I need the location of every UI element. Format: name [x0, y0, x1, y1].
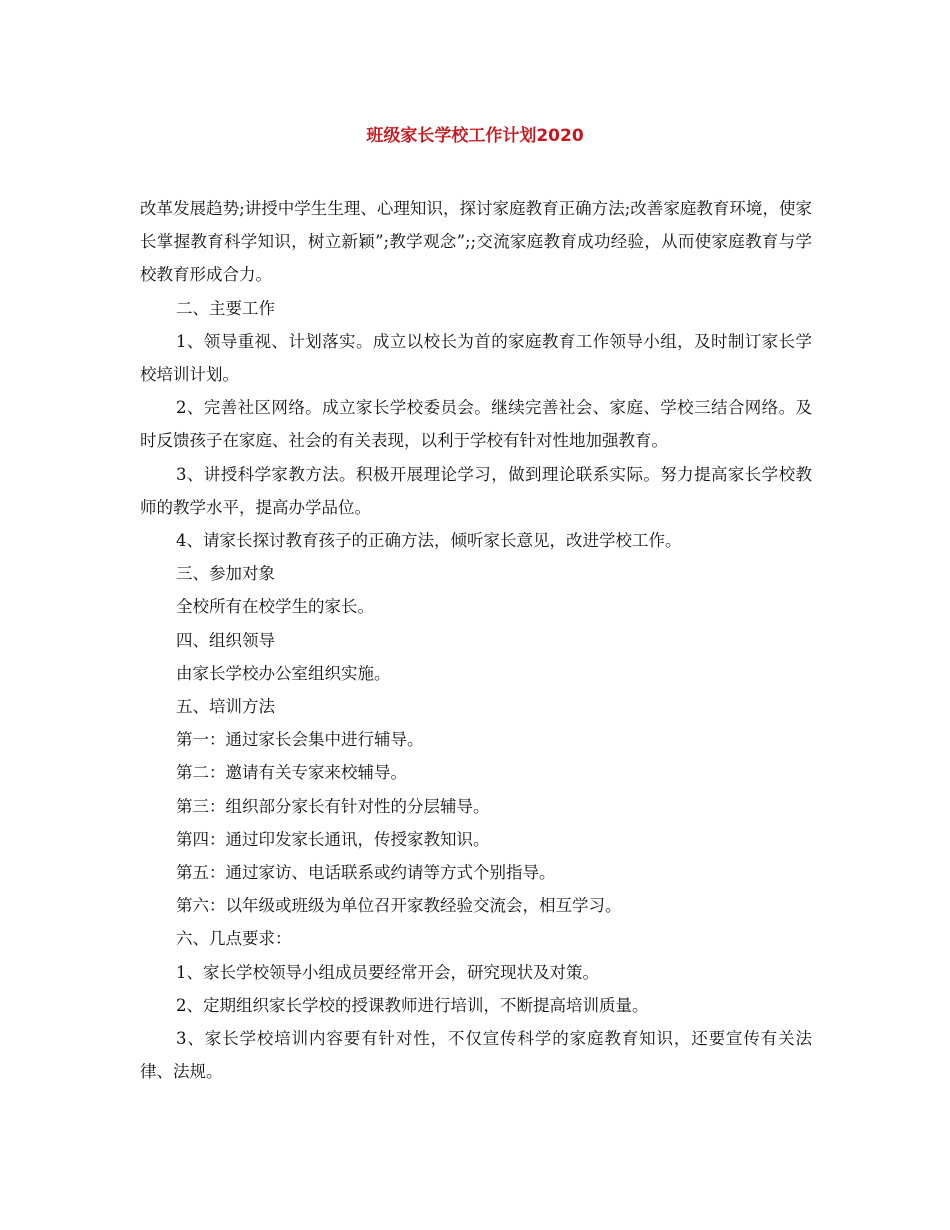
section-heading-main-work: 二、主要工作 [176, 298, 275, 318]
paragraph: 由家长学校办公室组织实施。 [176, 663, 391, 683]
list-item: 3、讲授科学家教方法。积极开展理论学习，做到理论联系实际。努力提高家长学校教师的教学水平，提高办学品位。 [140, 464, 812, 517]
list-item: 1、家长学校领导小组成员要经常开会，研究现状及对策。 [176, 962, 599, 982]
list-item: 3、家长学校培训内容要有针对性，不仅宣传科学的家庭教育知识，还要宣传有关法律、法规。 [140, 1029, 812, 1082]
list-item: 1、领导重视、计划落实。成立以校长为首的家庭教育工作领导小组，及时制订家长学校培训计划。 [140, 331, 812, 385]
list-item: 第一：通过家长会集中进行辅导。 [176, 730, 424, 750]
paragraph-intro: 改革发展趋势;讲授中学生生理、心理知识，探讨家庭教育正确方法;改善家庭教育环境，使家长掌握教育科学知识，树立新颖”;教学观念”;;交流家庭教育成功经验，从而使家庭教育与学校教育形成合力。 [140, 199, 812, 285]
list-item: 第六：以年级或班级为单位召开家教经验交流会，相互学习。 [176, 896, 622, 916]
section-heading-training-methods: 五、培训方法 [176, 697, 275, 717]
list-item: 第五：通过家访、电话联系或约请等方式个别指导。 [176, 863, 556, 883]
paragraph: 全校所有在校学生的家长。 [176, 597, 374, 617]
section-heading-organization: 四、组织领导 [176, 630, 275, 650]
document-body [140, 192, 812, 1088]
section-heading-requirements: 六、几点要求： [176, 929, 292, 949]
list-item: 4、请家长探讨教育孩子的正确方法，倾听家长意见，改进学校工作。 [176, 531, 682, 551]
list-item: 2、完善社区网络。成立家长学校委员会。继续完善社会、家庭、学校三结合网络。及时反馈孩子在家庭、社会的有关表现，以利于学校有针对性地加强教育。 [140, 398, 812, 451]
list-item: 第三：组织部分家长有针对性的分层辅导。 [176, 796, 490, 816]
section-heading-participants: 三、参加对象 [176, 564, 275, 584]
document-title: 班级家长学校工作计划2020 [366, 126, 584, 146]
list-item: 2、定期组织家长学校的授课教师进行培训，不断提高培训质量。 [176, 995, 649, 1015]
list-item: 第四：通过印发家长通讯，传授家教知识。 [176, 829, 490, 849]
list-item: 第二：邀请有关专家来校辅导。 [176, 763, 407, 783]
